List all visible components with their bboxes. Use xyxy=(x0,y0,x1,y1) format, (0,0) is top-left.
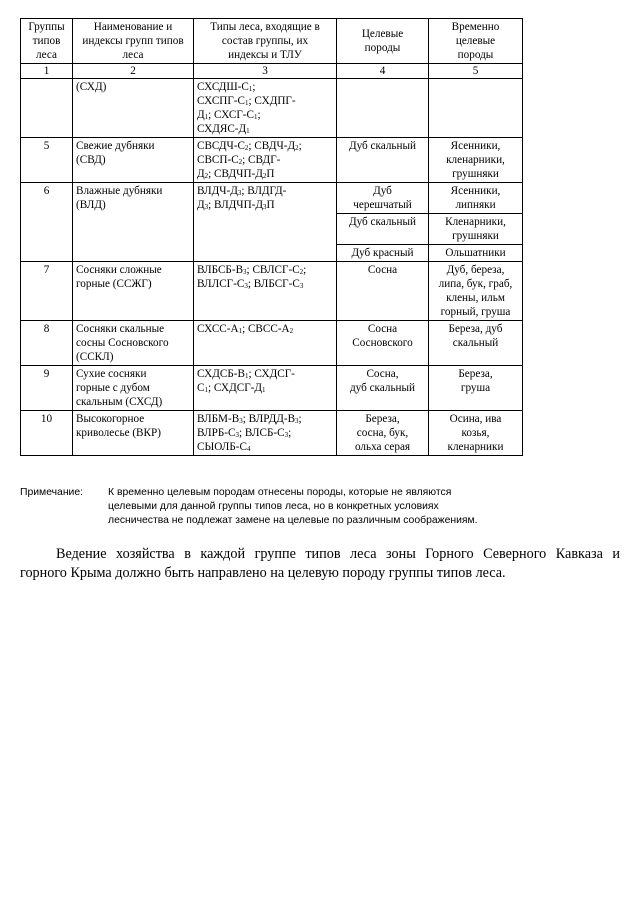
header-target-species xyxy=(337,19,429,64)
forest-type-index: 3 xyxy=(237,189,242,197)
forest-type-line xyxy=(197,367,333,381)
target-species-cell xyxy=(337,214,429,245)
forest-type-line xyxy=(197,167,333,181)
forest-type-line xyxy=(197,139,333,153)
temporary-species-line: Береза, дуб xyxy=(448,323,503,335)
forest-type-text: ; СВДЧП-Д xyxy=(208,168,263,180)
forest-type-text: ВЛБМ-В xyxy=(197,413,240,425)
forest-type-text: ; ВЛБСГ-С xyxy=(247,278,300,290)
forest-types-cell xyxy=(194,321,337,366)
temporary-species-line: Ясенники, xyxy=(450,140,501,152)
target-species-line: Дуб xyxy=(373,185,392,197)
group-name-line: криволесье (ВКР) xyxy=(76,427,161,439)
target-species-line: Береза, xyxy=(365,413,400,425)
header-line: леса xyxy=(36,49,57,61)
forest-type-index: 3 xyxy=(204,203,209,211)
forest-type-line xyxy=(197,440,333,454)
forest-type-index: 3 xyxy=(299,282,304,290)
forest-type-text: СХСДШ-С xyxy=(197,81,249,93)
forest-type-text: ; xyxy=(252,81,256,93)
group-number-cell: 6 xyxy=(21,183,73,262)
header-line: Наименование и xyxy=(93,21,173,33)
group-name-line: Влажные дубняки xyxy=(76,185,163,197)
forest-type-index: 3 xyxy=(295,417,299,425)
temporary-species-line: кленарники xyxy=(447,441,504,453)
group-name-line: (СХД) xyxy=(76,81,107,93)
temporary-species-line: скальный xyxy=(452,337,499,349)
column-number: 4 xyxy=(337,64,429,79)
group-name-cell xyxy=(73,183,194,262)
forest-types-table xyxy=(20,18,523,456)
temporary-species-line: кленарники, xyxy=(446,154,505,166)
forest-type-line xyxy=(197,381,333,395)
target-species-line: Дуб скальный xyxy=(348,140,417,152)
target-species-line: дуб скальный xyxy=(349,382,416,394)
forest-type-index: 1 xyxy=(262,386,266,394)
note-line: целевыми для данной группы типов леса, но в конкретных условиях xyxy=(108,501,439,512)
forest-type-index: 3 xyxy=(263,203,267,211)
group-name-line: горные (ССЖГ) xyxy=(76,278,152,290)
column-number: 1 xyxy=(21,64,73,79)
forest-type-line xyxy=(197,277,333,291)
temporary-species-line: Кленарники, xyxy=(445,216,506,228)
group-name-line: скальным (СХСД) xyxy=(76,396,163,408)
note-line: К временно целевым породам отнесены породы, которые не являются xyxy=(108,487,452,498)
temporary-species-line: Ясенники, xyxy=(450,185,501,197)
forest-type-line xyxy=(197,80,333,94)
group-number-cell: 10 xyxy=(21,411,73,456)
note-line: лесничества не подлежат замене на целевые по различным соображениям. xyxy=(108,515,478,526)
forest-type-text: Д xyxy=(197,109,205,121)
header-line: породы xyxy=(457,49,494,61)
target-species-line: черешчатый xyxy=(353,199,412,211)
note-label: Примечание: xyxy=(20,487,84,498)
forest-type-text: СХДЯС-Д xyxy=(197,123,247,135)
forest-types-cell xyxy=(194,138,337,183)
forest-type-line xyxy=(197,263,333,277)
forest-type-index: 3 xyxy=(244,282,248,290)
header-forest-types xyxy=(194,19,337,64)
table-body xyxy=(21,79,523,456)
forest-type-text: ; СХДСГ- xyxy=(248,368,295,380)
forest-types-cell xyxy=(194,183,337,262)
group-name-line: Сосняки сложные xyxy=(76,264,162,276)
group-name-line: (ВЛД) xyxy=(76,199,106,211)
header-line: типов xyxy=(32,35,61,47)
target-species-line: ольха серая xyxy=(354,441,411,453)
group-name-line: (СВД) xyxy=(76,154,106,166)
temporary-species-cell xyxy=(429,183,523,214)
forest-type-index: 1 xyxy=(245,99,249,107)
temporary-species-cell xyxy=(429,79,523,138)
forest-type-line xyxy=(197,198,333,212)
column-number: 2 xyxy=(73,64,194,79)
temporary-species-line: Дуб, береза, xyxy=(446,264,505,276)
temporary-species-line: грушняки xyxy=(452,230,499,242)
group-name-line: сосны Сосновского xyxy=(76,337,169,349)
forest-type-text: ; СВДГ- xyxy=(242,154,281,166)
forest-type-text: ; СВСС-А xyxy=(242,323,290,335)
forest-type-index: 3 xyxy=(284,431,289,439)
temporary-species-line: грушняки xyxy=(452,168,499,180)
header-group-name xyxy=(73,19,194,64)
forest-type-text: СХСПГ-С xyxy=(197,95,246,107)
target-species-cell xyxy=(337,366,429,411)
table-row xyxy=(21,321,523,366)
group-name-line: Свежие дубняки xyxy=(76,140,155,152)
forest-types-cell xyxy=(194,366,337,411)
temporary-species-line: Осина, ива xyxy=(449,413,502,425)
temporary-species-cell xyxy=(429,138,523,183)
target-species-cell xyxy=(337,321,429,366)
group-name-cell xyxy=(73,321,194,366)
group-number-cell xyxy=(21,79,73,138)
group-name-cell xyxy=(73,262,194,321)
header-line: индексы и ТЛУ xyxy=(228,49,302,61)
column-number: 5 xyxy=(429,64,523,79)
forest-type-index: 2 xyxy=(295,144,299,152)
forest-type-index: 1 xyxy=(246,127,250,135)
temporary-species-cell xyxy=(429,214,523,245)
forest-types-cell xyxy=(194,79,337,138)
forest-type-index: 2 xyxy=(204,172,209,180)
target-species-line: Сосновского xyxy=(352,337,413,349)
note-text xyxy=(108,486,548,528)
header-line: состав группы, их xyxy=(221,35,309,47)
table-row xyxy=(21,138,523,183)
header-line: Целевые xyxy=(361,28,404,40)
forest-type-line xyxy=(197,426,333,440)
forest-type-index: 1 xyxy=(244,372,249,380)
forest-type-index: 2 xyxy=(299,268,304,276)
target-species-line: Дуб красный xyxy=(351,247,414,259)
forest-type-index: 1 xyxy=(204,386,208,394)
table-header-row xyxy=(21,19,523,64)
temporary-species-cell xyxy=(429,245,523,262)
temporary-species-line: Ольшатники xyxy=(445,247,506,259)
forest-types-cell xyxy=(194,411,337,456)
forest-type-line xyxy=(197,322,333,336)
temporary-species-line: липа, бук, граб, xyxy=(438,278,513,290)
header-line: целевые xyxy=(455,35,496,47)
forest-type-text: П xyxy=(266,168,275,180)
target-species-line: Дуб скальный xyxy=(348,216,417,228)
group-number-cell: 7 xyxy=(21,262,73,321)
group-name-line: Сухие сосняки xyxy=(76,368,147,380)
group-name-line: горные с дубом xyxy=(76,382,150,394)
forest-type-text: СХДСБ-В xyxy=(197,368,245,380)
group-name-cell xyxy=(73,366,194,411)
temporary-species-line: клены, ильм xyxy=(446,292,505,304)
target-species-cell xyxy=(337,245,429,262)
forest-types-cell xyxy=(194,262,337,321)
forest-type-text: Д xyxy=(197,199,205,211)
forest-type-index: 3 xyxy=(243,268,247,276)
forest-type-index: 4 xyxy=(246,445,251,453)
forest-type-text: ; xyxy=(303,264,307,276)
column-number: 3 xyxy=(194,64,337,79)
group-name-line: Сосняки скальные xyxy=(76,323,165,335)
forest-type-index: 1 xyxy=(238,327,243,335)
table-row xyxy=(21,262,523,321)
header-line: Типы леса, входящие в xyxy=(210,21,320,33)
forest-type-text: ; ВЛРДД-В xyxy=(242,413,296,425)
forest-type-index: 3 xyxy=(235,431,239,439)
table-row xyxy=(21,183,523,214)
temporary-species-cell xyxy=(429,262,523,321)
temporary-species-cell xyxy=(429,366,523,411)
group-name-line: (ССКЛ) xyxy=(76,351,114,363)
forest-type-text: ; xyxy=(298,140,302,152)
group-number-cell: 8 xyxy=(21,321,73,366)
forest-type-text: СЫОЛБ-С xyxy=(197,441,247,453)
forest-type-index: 3 xyxy=(239,417,243,425)
forest-type-text: СВСП-С xyxy=(197,154,239,166)
header-line: леса xyxy=(122,49,144,61)
forest-type-text: СХСС-А xyxy=(197,323,239,335)
forest-type-text: ; ВЛДЧП-Д xyxy=(208,199,264,211)
forest-type-text: ВЛРБ-С xyxy=(197,427,236,439)
body-paragraph xyxy=(20,545,620,583)
forest-type-text: ; СХСГ-С xyxy=(208,109,254,121)
target-species-line: Сосна xyxy=(367,323,398,335)
group-number-cell: 5 xyxy=(21,138,73,183)
group-name-cell xyxy=(73,411,194,456)
forest-type-text: ; СВЛСГ-С xyxy=(246,264,300,276)
header-line: Группы xyxy=(28,21,65,33)
forest-type-text: Д xyxy=(197,168,205,180)
group-name-cell xyxy=(73,79,194,138)
group-number-cell: 9 xyxy=(21,366,73,411)
target-species-cell xyxy=(337,79,429,138)
forest-type-text: ВЛДЧ-Д xyxy=(197,185,238,197)
forest-type-text: ; xyxy=(288,427,292,439)
forest-type-index: 1 xyxy=(254,113,258,121)
header-group-number xyxy=(21,19,73,64)
table-row xyxy=(21,411,523,456)
target-species-cell xyxy=(337,411,429,456)
target-species-line: Сосна xyxy=(367,264,398,276)
header-line: породы xyxy=(364,42,401,54)
forest-type-text: СВСДЧ-С xyxy=(197,140,245,152)
forest-type-index: 1 xyxy=(204,113,209,121)
target-species-cell xyxy=(337,138,429,183)
table-row xyxy=(21,366,523,411)
forest-type-text: П xyxy=(266,199,275,211)
paragraph-line: Ведение хозяйства в каждой группе типов леса зоны Горного Северного Кавказа и xyxy=(56,546,620,562)
group-name-cell xyxy=(73,138,194,183)
forest-type-text: ; ВЛСБ-С xyxy=(238,427,285,439)
forest-type-text: ВЛЛСГ-С xyxy=(197,278,245,290)
forest-type-index: 2 xyxy=(262,172,267,180)
temporary-species-line: груша xyxy=(460,382,491,394)
temporary-species-cell xyxy=(429,321,523,366)
forest-type-line xyxy=(197,94,333,108)
forest-type-line xyxy=(197,412,333,426)
forest-type-index: 2 xyxy=(238,158,243,166)
header-line: Временно xyxy=(451,21,500,33)
temporary-species-line: козья, xyxy=(461,427,490,439)
forest-type-index: 1 xyxy=(248,85,253,93)
header-line: индексы групп типов xyxy=(82,35,184,47)
temporary-species-cell xyxy=(429,411,523,456)
forest-type-text: ВЛБСБ-В xyxy=(197,264,244,276)
target-species-line: сосна, бук, xyxy=(356,427,409,439)
forest-type-text: ; xyxy=(257,109,261,121)
forest-type-line xyxy=(197,184,333,198)
group-name-line: Высокогорное xyxy=(76,413,145,425)
forest-type-line xyxy=(197,108,333,122)
forest-type-line xyxy=(197,153,333,167)
forest-type-text: ; СВДЧ-Д xyxy=(248,140,296,152)
forest-type-text: С xyxy=(197,382,205,394)
header-temporary-species xyxy=(429,19,523,64)
paragraph-line: горного Крыма должно быть направлено на целевую породу группы типов леса. xyxy=(20,565,506,581)
forest-type-index: 2 xyxy=(289,327,294,335)
column-number-row xyxy=(21,64,523,79)
forest-type-text: ; СХДПГ- xyxy=(248,95,296,107)
temporary-species-line: горный, груша xyxy=(440,306,511,318)
forest-type-index: 2 xyxy=(244,144,249,152)
target-species-cell xyxy=(337,262,429,321)
forest-type-text: ; ВЛДГД- xyxy=(241,185,287,197)
temporary-species-line: Береза, xyxy=(458,368,493,380)
target-species-line: Сосна, xyxy=(366,368,399,380)
forest-type-text: ; СХДСГ-Д xyxy=(207,382,263,394)
forest-type-line xyxy=(197,122,333,136)
target-species-cell xyxy=(337,183,429,214)
forest-type-text: ; xyxy=(298,413,302,425)
table-row xyxy=(21,79,523,138)
temporary-species-line: липняки xyxy=(455,199,496,211)
